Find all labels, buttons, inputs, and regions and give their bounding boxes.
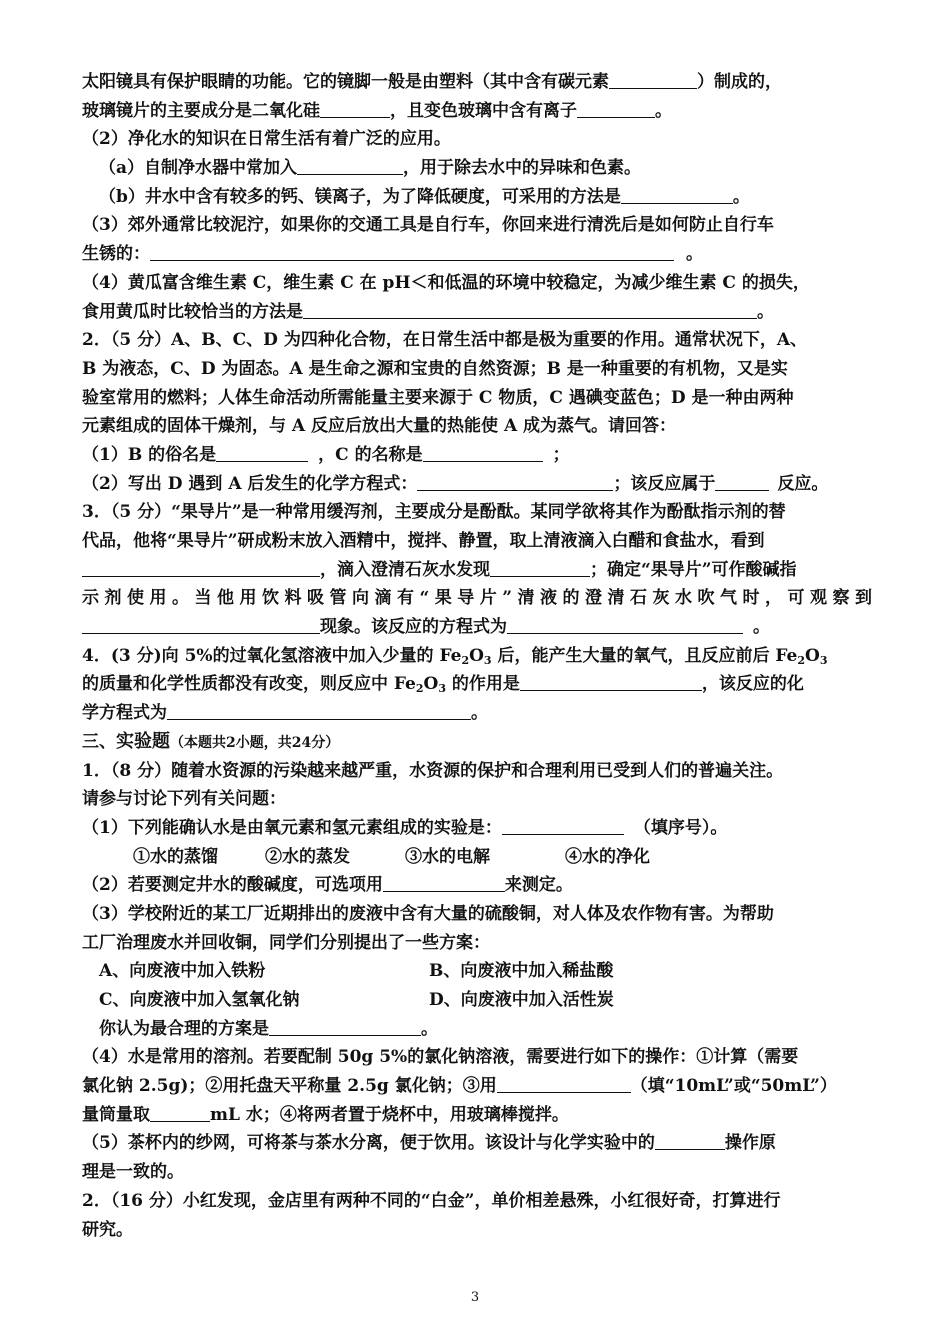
text-line: 请参与讨论下列有关问题： bbox=[82, 789, 286, 810]
answer-blank[interactable] bbox=[297, 154, 403, 175]
text-line: （4）黄瓜富含维生素 C，维生素 C 在 pH＜和低温的环境中较稳定，为减少维生素 C 的损失， bbox=[82, 272, 810, 293]
answer-blank[interactable] bbox=[167, 699, 471, 720]
option-2: ②水的蒸发 bbox=[265, 846, 350, 867]
text-line: 工厂治理废水并回收铜，同学们分别提出了一些方案： bbox=[82, 932, 490, 953]
text-line: 氯化钠 2.5g)；②用托盘天平称量 2.5g 氯化钠；③用 （填“10mL”或“50mL”） bbox=[82, 1072, 872, 1101]
answer-blank[interactable] bbox=[502, 814, 624, 835]
text-line: 理是一致的。 bbox=[82, 1162, 184, 1183]
text-line: 生锈的： 。 bbox=[82, 240, 872, 269]
answer-blank[interactable] bbox=[423, 441, 543, 462]
option-row bbox=[82, 986, 872, 1015]
option-d: D、向废液中加入活性炭 bbox=[429, 990, 614, 1010]
text-line: 示剂使用。当他用饮料吸管向滴有“果导片”清液的澄清石灰水吹气时，可观察到 bbox=[82, 588, 872, 609]
answer-blank[interactable] bbox=[320, 97, 390, 118]
text-line: （1）下列能确认水是由氧元素和氢元素组成的实验是： （填序号）。 bbox=[82, 814, 872, 843]
option-3: ③水的电解 bbox=[405, 846, 490, 867]
option-c: C、向废液中加入氢氧化钠 bbox=[99, 990, 300, 1010]
text-line: 验室常用的燃料；人体生命活动所需能量主要来源于 C 物质，C 遇碘变蓝色；D 是一种由两种 bbox=[82, 387, 794, 408]
text-line: （2）若要测定井水的酸碱度，可选项用 来测定。 bbox=[82, 871, 872, 900]
question-2-1: （2）净化水的知识在日常生活有着广泛的应用。 bbox=[82, 129, 451, 150]
answer-blank[interactable] bbox=[303, 298, 757, 319]
answer-blank[interactable] bbox=[269, 1015, 421, 1036]
answer-blank[interactable] bbox=[577, 97, 655, 118]
text-line: （1）B 的俗名是 ，C 的名称是 ； bbox=[82, 441, 872, 470]
text-line: ，滴入澄清石灰水发现 ；确定“果导片”可作酸碱指 bbox=[82, 556, 872, 585]
answer-blank[interactable] bbox=[609, 68, 697, 89]
answer-blank[interactable] bbox=[520, 670, 702, 691]
text-line: 玻璃镜片的主要成分是二氧化硅 ，且变色玻璃中含有离子 。 bbox=[82, 97, 872, 126]
question-4-title: 4．(3 分)向 5%的过氧化氢溶液中加入少量的 $Fe_2O_3$ 后，能产生大量的氧气，且反应前后 $Fe_2O_3$ bbox=[82, 645, 828, 667]
answer-blank[interactable] bbox=[497, 1072, 631, 1093]
text-line: （5）茶杯内的纱网，可将茶与茶水分离，便于饮用。该设计与化学实验中的 操作原 bbox=[82, 1129, 872, 1158]
text-line: 的质量和化学性质都没有改变，则反应中 $Fe_2O_3$ 的作用是 ，该反应的化 bbox=[82, 670, 872, 699]
question-2-title: 2．（5 分）A、B、C、D 为四种化合物，在日常生活中都是极为重要的作用。通常状况下，A、 bbox=[82, 330, 808, 351]
question-3-2-title: 2．（16 分）小红发现，金店里有两种不同的“白金”，单价相差悬殊，小红很好奇，打算进行 bbox=[82, 1190, 781, 1211]
answer-blank[interactable] bbox=[150, 1101, 210, 1122]
question-3-title: 3．（5 分）“果导片”是一种常用缓泻剂，主要成分是酚酞。某同学欲将其作为酚酞指示剂的替 bbox=[82, 502, 786, 523]
answer-blank[interactable] bbox=[490, 556, 590, 577]
text-line: （3）学校附近的某工厂近期排出的废液中含有大量的硫酸铜，对人体及农作物有害。为帮助 bbox=[82, 903, 774, 924]
answer-blank[interactable] bbox=[655, 1129, 725, 1150]
text-line: （4）水是常用的溶剂。若要配制 50g 5%的氯化钠溶液，需要进行如下的操作：①计算（需要 bbox=[82, 1047, 799, 1068]
text-line: （a）自制净水器中常加入 ，用于除去水中的异味和色素。 bbox=[82, 154, 872, 183]
option-row bbox=[82, 843, 872, 872]
text-line: 学方程式为 。 bbox=[82, 699, 872, 728]
text-line: 食用黄瓜时比较恰当的方法是 。 bbox=[82, 298, 872, 327]
exam-page bbox=[82, 68, 872, 1244]
text-line: 现象。该反应的方程式为 。 bbox=[82, 613, 872, 642]
section-heading: 三、实验题（本题共2小题，共24分） bbox=[82, 730, 340, 752]
option-b: B、向废液中加入稀盐酸 bbox=[429, 961, 614, 982]
text-line: 元素组成的固体干燥剂，与 A 反应后放出大量的热能使 A 成为蒸气。请回答： bbox=[82, 416, 677, 437]
answer-blank[interactable] bbox=[621, 183, 733, 204]
answer-blank[interactable] bbox=[383, 871, 505, 892]
answer-blank[interactable] bbox=[82, 613, 320, 634]
text-line: 代品，他将“果导片”研成粉末放入酒精中，搅拌、静置，取上清液滴入白醋和食盐水，看到 bbox=[82, 531, 765, 551]
text-line: 量筒量取 mL 水；④将两者置于烧杯中，用玻璃棒搅拌。 bbox=[82, 1101, 872, 1130]
answer-blank[interactable] bbox=[82, 556, 320, 577]
option-4: ④水的净化 bbox=[565, 846, 650, 867]
answer-blank[interactable] bbox=[507, 613, 743, 634]
text-line: （2）写出 D 遇到 A 后发生的化学方程式： ；该反应属于 反应。 bbox=[82, 470, 872, 499]
option-a: A、向废液中加入铁粉 bbox=[99, 961, 266, 982]
text-line: B 为液态，C、D 为固态。A 是生命之源和宝贵的自然资源；B 是一种重要的有机物，又是实 bbox=[82, 358, 788, 379]
text-line: 研究。 bbox=[82, 1219, 133, 1240]
option-row bbox=[82, 957, 872, 986]
answer-blank[interactable] bbox=[216, 441, 308, 462]
text-line: （b）井水中含有较多的钙、镁离子，为了降低硬度，可采用的方法是 。 bbox=[82, 183, 872, 212]
text-line: 你认为最合理的方案是 。 bbox=[82, 1015, 872, 1044]
option-1: ①水的蒸馏 bbox=[133, 846, 218, 867]
answer-blank[interactable] bbox=[417, 470, 613, 491]
answer-blank[interactable] bbox=[150, 240, 674, 261]
page-number: 3 bbox=[470, 1290, 480, 1305]
answer-blank[interactable] bbox=[715, 470, 769, 491]
question-3-1-title: 1．（8 分）随着水资源的污染越来越严重，水资源的保护和合理利用已受到人们的普遍关注。 bbox=[82, 760, 784, 781]
text-line: （3）郊外通常比较泥泞，如果你的交通工具是自行车，你回来进行清洗后是如何防止自行车 bbox=[82, 215, 774, 236]
text-line: 太阳镜具有保护眼睛的功能。它的镜脚一般是由塑料（其中含有碳元素 ）制成的， bbox=[82, 68, 872, 97]
